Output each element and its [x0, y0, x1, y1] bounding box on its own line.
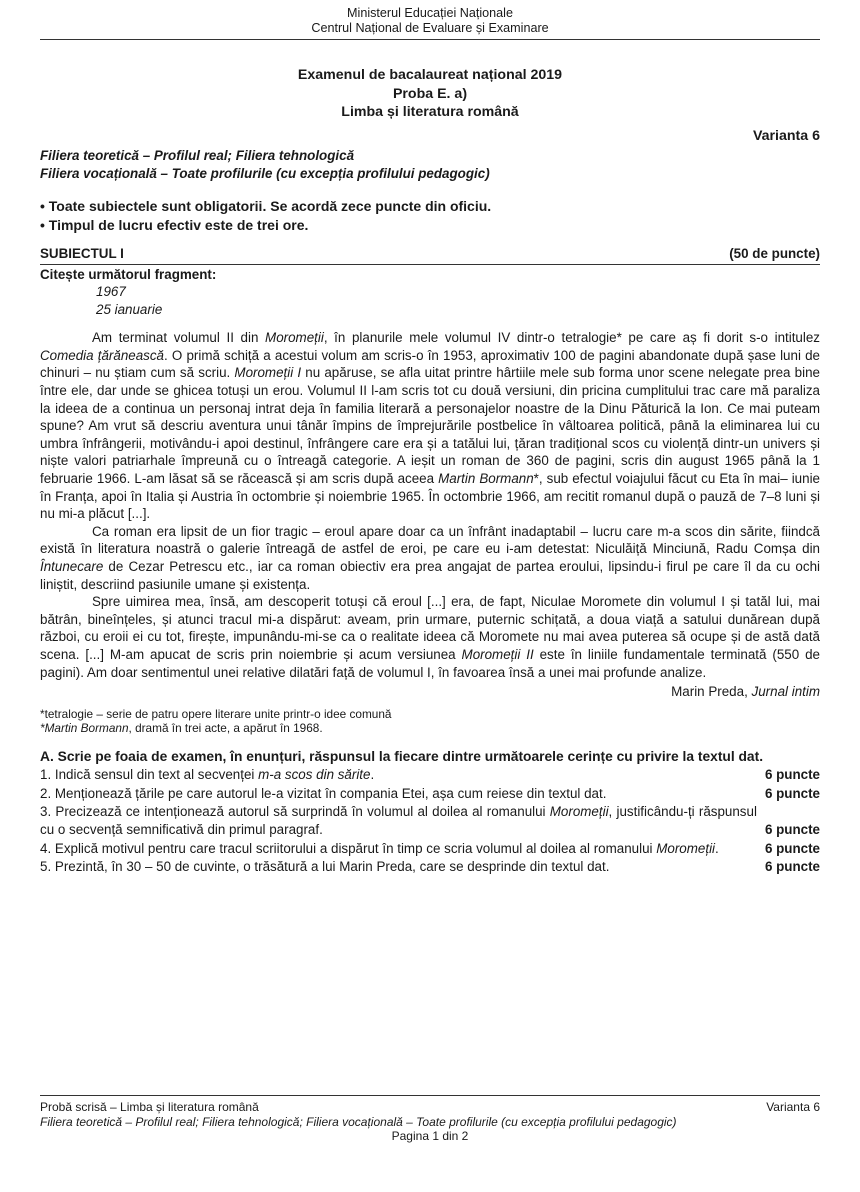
subject-points: (50 de puncte)	[729, 246, 820, 262]
task-points: 6 puncte	[764, 785, 820, 801]
subject-label: SUBIECTUL I	[40, 246, 124, 262]
journal-year: 1967	[96, 284, 126, 300]
footer-exam: Probă scrisă – Limba și literatura română	[40, 1100, 259, 1114]
footer-divider	[40, 1095, 820, 1096]
exam-subject: Limba și literatura română	[341, 104, 519, 120]
rule-1: • Toate subiectele sunt obligatorii. Se acordă zece puncte din oficiu.	[40, 198, 492, 215]
exam-rules	[40, 197, 820, 235]
filiera-block	[40, 147, 820, 183]
task-2: 2. Menționează țările pe care autorul le-a vizitat în compania Etei, așa cum reiese din textul dat. 6 puncte	[40, 785, 820, 801]
footnote-2: *Martin Bormann, dramă în trei acte, a apărut în 1968.	[40, 721, 323, 736]
fragment-paragraph-1: Am terminat volumul II din Moromeții, în planurile mele volumul IV dintr-o tetralogie* pe care aș fi dorit s-o intitulez Comedia țărănească. O primă schiță a acestui volum am scris-o în 1953, aproximativ 100 de pagini abandonate după șase luni de chinuri – nu știam cum să scriu. Moromeții I nu apăruse, se afla uitat printre hârtiile mele sub forma unor scene nelegate prea bine între ele, dar unde se ghicea totuși un erou. Volumul II l-am scris tot cu două versiuni, din pricina cumplitului trac care mă paraliza la ideea de a continua un personaj intrat deja în familia literară a personajelor noastre de la Dinu Păturică la Ion. Ce mai puteam spune? Am vrut să descriu aventura unui tânăr împins de împrejurările postbelice în vâltoarea politică, până la eliminarea lui cu umbra înfrângerii, motivându-i apoi destinul, înfrângere care era și a tatălui lui, țăran tradițional scos cu violență dintr-un univers și niște valori patriarhale împreună cu o întreagă categorie. A ieșit un roman de 360 de pagini, scris din august 1965 până la 1 februarie 1966. L-am lăsat să se răcească și am scris după aceea Martin Bormann*, sub efectul voiajului făcut cu Eta în mai– iunie în Franța, apoi în Italia și Austria în octombrie și noiembrie 1965. În octombrie 1966, am recitit romanul după o pauză de 7–8 luni și nu mi-a plăcut [...].	[40, 330, 821, 522]
footer-variant: Varianta 6	[766, 1100, 820, 1114]
rule-2: • Timpul de lucru efectiv este de trei ore.	[40, 217, 309, 234]
fragment-paragraph-2: Ca roman era lipsit de un fior tragic – eroul apare doar ca un înfrânt inadaptabil – lucru care m-a scos din sărite, fiindcă există în literatura noastră o galerie întreagă de astfel de eroi, pe care eu i-am detestat: Niculăiță Minciună, Radu Comșa din Întunecare de Cezar Petrescu etc., iar ca roman obiectiv era prea angajat de partea eroului, lipsindu-i firul pe care îl da cu ochi liniștit, descriind pasiunile umane și existența.	[40, 523, 820, 592]
task-1: 1. Indică sensul din text al secvenței m-a scos din sărite. 6 puncte	[40, 767, 820, 783]
task-points: 6 puncte	[764, 859, 820, 875]
center-name: Centrul Național de Evaluare și Examinare	[311, 21, 549, 35]
variant-label: Varianta 6	[752, 127, 820, 144]
exam-title: Examenul de bacalaureat național 2019	[297, 67, 563, 83]
exam-proba: Proba E. a)	[392, 85, 468, 102]
footer-filiera: Filiera teoretică – Profilul real; Filiera tehnologică; Filiera vocațională – Toate profilurile (cu excepția profilului pedagogic)	[40, 1114, 677, 1129]
exam-title-block	[40, 66, 820, 122]
fragment-source: Marin Preda, Jurnal intim	[671, 684, 820, 700]
filiera-line-2: Filiera vocațională – Toate profilurile (cu excepția profilului pedagogic)	[40, 166, 490, 182]
page-footer	[40, 1095, 820, 1144]
footnote-1: *tetralogie – serie de patru opere literare unite printr-o idee comună	[40, 706, 392, 721]
page-header	[40, 0, 820, 36]
task-points: 6 puncte	[764, 767, 820, 783]
footnotes	[40, 707, 820, 736]
filiera-line-1: Filiera teoretică – Profilul real; Filiera tehnologică	[40, 148, 355, 164]
tasks-heading: A. Scrie pe foaia de examen, în enunțuri, răspunsul la fiecare dintre următoarele cerințe cu privire la textul dat.	[40, 748, 764, 764]
fragment-paragraph-3: Spre uimirea mea, însă, am descoperit totuși că eroul [...] era, de fapt, Niculae Moromete din volumul I și tatăl lui, mai bătrân, bineînțeles, și atunci tracul mi-a dispărut: aveam, prin urmare, puternic schițată, a doua viață a satului dunărean după război, cu eroii ei cu tot, firește, impunându-mi-se ca o realitate ideea că Moromete nu mai avea puterea să ocupe și de astă dată scena. [...] M-am apucat de scris prin noiembrie și acum versiunea Moromeții II este în liniile fundamentale terminată (550 de pagini). Am doar sentimentul unei relative dilatări față de volumul I, în favoarea însă a unei mai profunde analize.	[40, 594, 820, 680]
task-5: 5. Prezintă, în 30 – 50 de cuvinte, o trăsătură a lui Marin Preda, care se desprinde din textul dat. 6 puncte	[40, 859, 820, 875]
ministry-name: Ministerul Educației Naționale	[347, 6, 513, 20]
task-3: 3. Precizează ce intenționează autorul să surprindă în volumul al doilea al romanului Moromeții, justificându-ți răspunsul cu o secvență semnificativă din primul paragraf. 6 puncte	[40, 804, 820, 838]
task-4: 4. Explică motivul pentru care tracul scriitorului a dispărut în timp ce scria volumul al doilea al romanului Moromeții. 6 puncte	[40, 840, 820, 856]
task-points: 6 puncte	[764, 822, 820, 838]
read-instruction: Citește următorul fragment:	[40, 266, 217, 282]
header-divider	[40, 39, 820, 40]
task-points: 6 puncte	[764, 840, 820, 856]
page-number: Pagina 1 din 2	[391, 1129, 469, 1143]
journal-date: 25 ianuarie	[96, 302, 163, 318]
subject-heading	[40, 245, 820, 265]
